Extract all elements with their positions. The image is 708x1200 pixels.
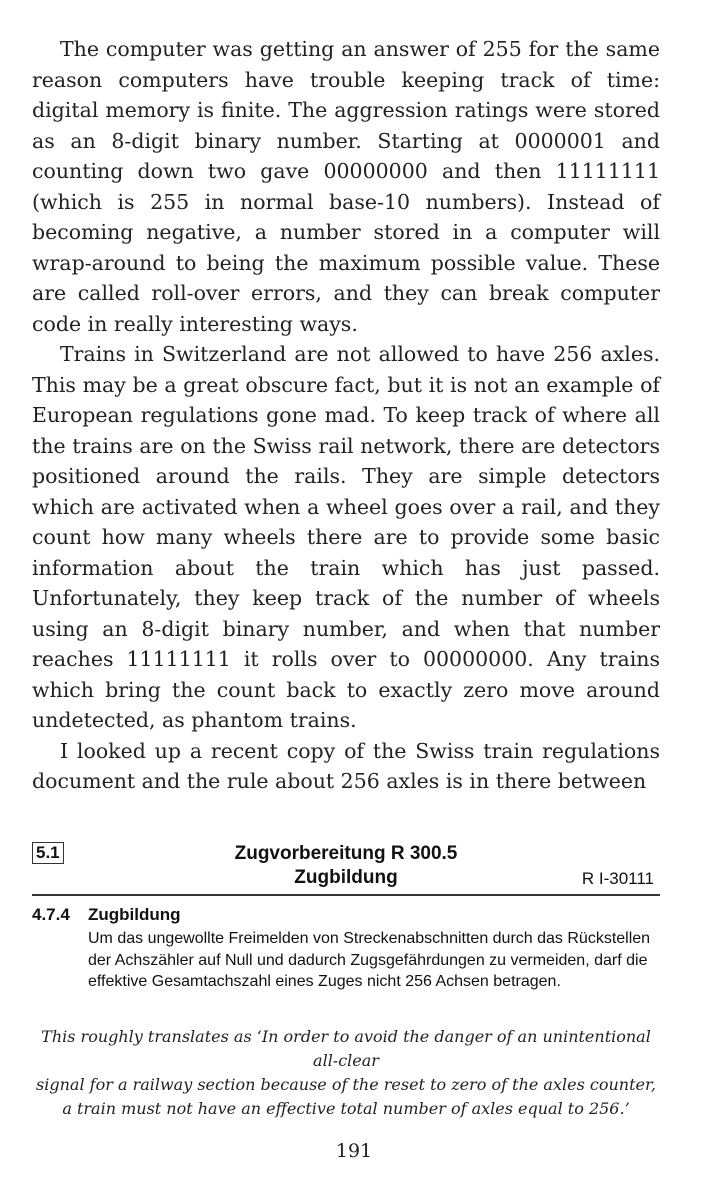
- clause-text: Um das ungewollte Freimelden von Streckenabschnitten durch das Rückstellen der Achszähler auf Null und dadurch Zugsgefährdungen zu vermeiden, darf die effektive Gesamtachszahl eines Zuges nicht 256 Achsen betragen.: [88, 930, 651, 990]
- translation-line: signal for a railway section because of the reset to zero of the axles counter,: [36, 1075, 656, 1094]
- book-page-body: [32, 34, 660, 797]
- excerpt-header: [32, 838, 660, 896]
- page-number: 191: [335, 1140, 373, 1162]
- paragraph-3: I looked up a recent copy of the Swiss train regulations document and the rule about 256 axles is in there between: [32, 738, 660, 793]
- section-number-box: 5.1: [32, 842, 64, 864]
- clause-title: Zugbildung: [88, 905, 181, 924]
- translation-line: This roughly translates as ‘In order to avoid the danger of an unintentional all-clear: [41, 1027, 651, 1070]
- translation-caption: [32, 1025, 660, 1121]
- paragraph-1: The computer was getting an answer of 255 for the same reason computers have trouble keeping track of time: digital memory is finite. The aggression ratings were stored as an 8-digit binary number. Starting at 0000001 and counting down two gave 00000000 and then 11111111 (which is 255 in normal base-10 numbers). Instead of becoming negative, a number stored in a computer will wrap-around to being the maximum possible value. These are called roll-over errors, and they can break computer code in really interesting ways.: [32, 37, 660, 336]
- clause-heading: [32, 904, 660, 926]
- translation-line: a train must not have an effective total number of axles equal to 256.’: [62, 1099, 630, 1118]
- paragraph-2: Trains in Switzerland are not allowed to have 256 axles. This may be a great obscure fact, but it is not an example of European regulations gone mad. To keep track of where all the trains are on the Swiss rail network, there are detectors positioned around the rails. They are simple detectors which are activated when a wheel goes over a rail, and they count how many wheels there are to provide some basic information about the train which has just passed. Unfortunately, they keep track of the number of wheels using an 8-digit binary number, and when that number reaches 11111111 it rolls over to 00000000. Any trains which bring the count back to exactly zero move around undetected, as phantom trains.: [32, 342, 660, 732]
- excerpt-title: Zugvorbereitung R 300.5: [234, 843, 458, 864]
- regulation-excerpt: [32, 838, 660, 993]
- excerpt-reference: R I-30111: [581, 869, 654, 888]
- excerpt-subtitle: Zugbildung: [294, 867, 398, 888]
- clause-number: 4.7.4: [32, 905, 70, 924]
